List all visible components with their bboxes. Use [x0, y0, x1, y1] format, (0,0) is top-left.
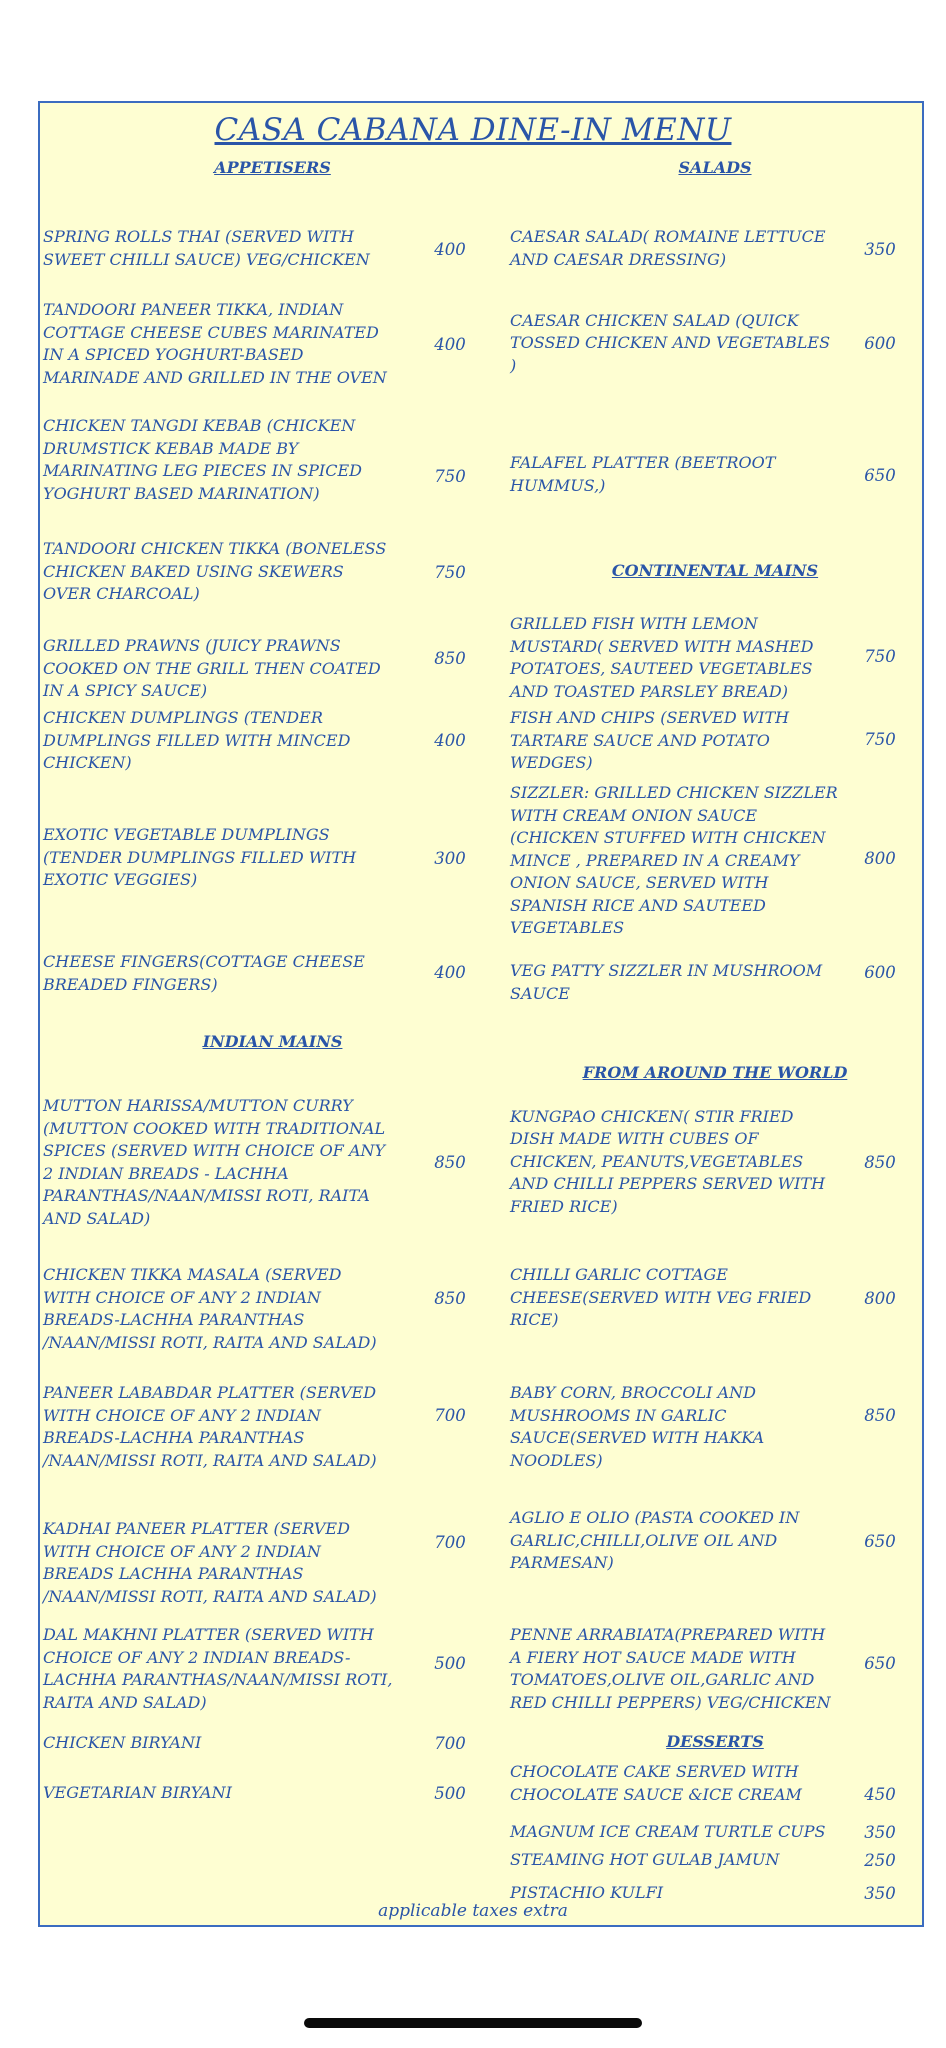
price-world: 850: [864, 1405, 896, 1425]
price-dessert: 350: [864, 1822, 896, 1842]
menu-item-appetiser: CHEESE FINGERS(COTTAGE CHEESE BREADED FINGERS): [43, 952, 365, 994]
menu-item-indian-main: CHICKEN BIRYANI: [43, 1732, 202, 1752]
menu-item-appetiser: CHICKEN DUMPLINGS (TENDER DUMPLINGS FILLED WITH MINCED CHICKEN): [43, 708, 351, 773]
price-indian-main: 700: [434, 1532, 466, 1552]
menu-item-appetiser: CHICKEN TANGDI KEBAB (CHICKEN DRUMSTICK KEBAB MADE BY MARINATING LEG PIECES IN SPICED YOGHURT BASED MARINATION): [43, 416, 362, 503]
menu-item-indian-main: KADHAI PANEER PLATTER (SERVED WITH CHOICE OF ANY 2 INDIAN BREADS LACHHA PARANTHAS /NAAN/MISSI ROTI, RAITA AND SALAD): [43, 1519, 377, 1606]
heading-appetisers: APPETISERS: [214, 158, 331, 177]
price-world: 800: [864, 1288, 896, 1308]
taxes-note: applicable taxes extra: [378, 1901, 568, 1921]
heading-from-around-the-world: FROM AROUND THE WORLD: [582, 1063, 848, 1082]
menu-item-appetiser: GRILLED PRAWNS (JUICY PRAWNS COOKED ON THE GRILL THEN COATED IN A SPICY SAUCE): [43, 636, 381, 701]
menu-title: CASA CABANA DINE-IN MENU: [214, 112, 732, 148]
price-dessert: 350: [864, 1883, 896, 1903]
price-appetiser: 750: [434, 466, 466, 486]
price-appetiser: 300: [434, 848, 466, 868]
price-dessert: 450: [864, 1784, 896, 1804]
menu-item-world: BABY CORN, BROCCOLI AND MUSHROOMS IN GARLIC SAUCE(SERVED WITH HAKKA NOODLES): [510, 1383, 765, 1470]
price-indian-main: 500: [434, 1653, 466, 1673]
menu-item-continental-main: SIZZLER: GRILLED CHICKEN SIZZLER WITH CREAM ONION SAUCE (CHICKEN STUFFED WITH CHICKEN MINCE , PREPARED IN A CREAMY ONION SAUCE, SERVED WITH SPANISH RICE AND SAUTEED VEGETABLES: [510, 783, 838, 938]
price-appetiser: 850: [434, 648, 466, 668]
menu-item-indian-main: CHICKEN TIKKA MASALA (SERVED WITH CHOICE OF ANY 2 INDIAN BREADS-LACHHA PARANTHAS /NAAN/MISSI ROTI, RAITA AND SALAD): [43, 1265, 377, 1352]
price-indian-main: 850: [434, 1152, 466, 1172]
home-indicator-bar[interactable]: [304, 2018, 642, 2028]
menu-item-salad: CAESAR SALAD( ROMAINE LETTUCE AND CAESAR DRESSING): [510, 227, 826, 269]
heading-continental-mains: CONTINENTAL MAINS: [611, 561, 819, 580]
price-salad: 600: [864, 333, 896, 353]
menu-item-dessert: STEAMING HOT GULAB JAMUN: [510, 1849, 780, 1869]
price-world: 650: [864, 1531, 896, 1551]
menu-item-continental-main: VEG PATTY SIZZLER IN MUSHROOM SAUCE: [510, 961, 823, 1003]
price-continental-main: 800: [864, 848, 896, 868]
menu-item-appetiser: TANDOORI PANEER TIKKA, INDIAN COTTAGE CHEESE CUBES MARINATED IN A SPICED YOGHURT-BASED MARINADE AND GRILLED IN THE OVEN: [43, 300, 387, 387]
price-world: 850: [864, 1152, 896, 1172]
menu-item-indian-main: MUTTON HARISSA/MUTTON CURRY (MUTTON COOKED WITH TRADITIONAL SPICES (SERVED WITH CHOICE OF ANY 2 INDIAN BREADS - LACHHA PARANTHAS/NAAN/MISSI ROTI, RAITA AND SALAD): [43, 1096, 386, 1228]
price-appetiser: 400: [434, 730, 466, 750]
menu-item-dessert: MAGNUM ICE CREAM TURTLE CUPS: [510, 1821, 826, 1841]
price-continental-main: 750: [864, 646, 896, 666]
price-salad: 650: [864, 465, 896, 485]
menu-item-salad: CAESAR CHICKEN SALAD (QUICK TOSSED CHICKEN AND VEGETABLES ): [510, 310, 831, 375]
menu-item-world: CHILLI GARLIC COTTAGE CHEESE(SERVED WITH VEG FRIED RICE): [510, 1265, 812, 1330]
heading-salads: SALADS: [678, 158, 752, 177]
menu-item-continental-main: GRILLED FISH WITH LEMON MUSTARD( SERVED WITH MASHED POTATOES, SAUTEED VEGETABLES AND TOASTED PARSLEY BREAD): [510, 614, 814, 701]
price-indian-main: 700: [434, 1733, 466, 1753]
price-indian-main: 500: [434, 1783, 466, 1803]
price-salad: 350: [864, 239, 896, 259]
price-indian-main: 850: [434, 1288, 466, 1308]
price-appetiser: 400: [434, 962, 466, 982]
price-dessert: 250: [864, 1850, 896, 1870]
menu-item-indian-main: PANEER LABABDAR PLATTER (SERVED WITH CHOICE OF ANY 2 INDIAN BREADS-LACHHA PARANTHAS /NAAN/MISSI ROTI, RAITA AND SALAD): [43, 1383, 377, 1470]
heading-indian-mains: INDIAN MAINS: [202, 1032, 343, 1051]
menu-item-indian-main: DAL MAKHNI PLATTER (SERVED WITH CHOICE OF ANY 2 INDIAN BREADS-LACHHA PARANTHAS/NAAN/MISSI ROTI, RAITA AND SALAD): [43, 1625, 393, 1712]
menu-item-world: PENNE ARRABIATA(PREPARED WITH A FIERY HOT SAUCE MADE WITH TOMATOES,OLIVE OIL,GARLIC AND RED CHILLI PEPPERS) VEG/CHICKEN: [510, 1625, 831, 1712]
menu-item-salad: FALAFEL PLATTER (BEETROOT HUMMUS,): [510, 453, 776, 495]
menu-item-world: AGLIO E OLIO (PASTA COOKED IN GARLIC,CHILLI,OLIVE OIL AND PARMESAN): [510, 1508, 800, 1573]
price-continental-main: 600: [864, 962, 896, 982]
menu-item-indian-main: VEGETARIAN BIRYANI: [43, 1782, 232, 1802]
menu-item-appetiser: TANDOORI CHICKEN TIKKA (BONELESS CHICKEN BAKED USING SKEWERS OVER CHARCOAL): [43, 539, 387, 604]
price-appetiser: 400: [434, 239, 466, 259]
heading-desserts: DESSERTS: [666, 1732, 764, 1751]
menu-item-dessert: CHOCOLATE CAKE SERVED WITH CHOCOLATE SAUCE &ICE CREAM: [510, 1762, 802, 1804]
price-appetiser: 750: [434, 562, 466, 582]
menu-item-dessert: PISTACHIO KULFI: [510, 1882, 664, 1902]
price-appetiser: 400: [434, 334, 466, 354]
menu-item-world: KUNGPAO CHICKEN( STIR FRIED DISH MADE WITH CUBES OF CHICKEN, PEANUTS,VEGETABLES AND CHILLI PEPPERS SERVED WITH FRIED RICE): [510, 1106, 826, 1216]
price-continental-main: 750: [864, 729, 896, 749]
menu-item-appetiser: EXOTIC VEGETABLE DUMPLINGS (TENDER DUMPLINGS FILLED WITH EXOTIC VEGGIES): [43, 825, 357, 890]
menu-item-continental-main: FISH AND CHIPS (SERVED WITH TARTARE SAUCE AND POTATO WEDGES): [510, 708, 790, 773]
price-indian-main: 700: [434, 1405, 466, 1425]
price-world: 650: [864, 1653, 896, 1673]
menu-item-appetiser: SPRING ROLLS THAI (SERVED WITH SWEET CHILLI SAUCE) VEG/CHICKEN: [43, 227, 370, 269]
